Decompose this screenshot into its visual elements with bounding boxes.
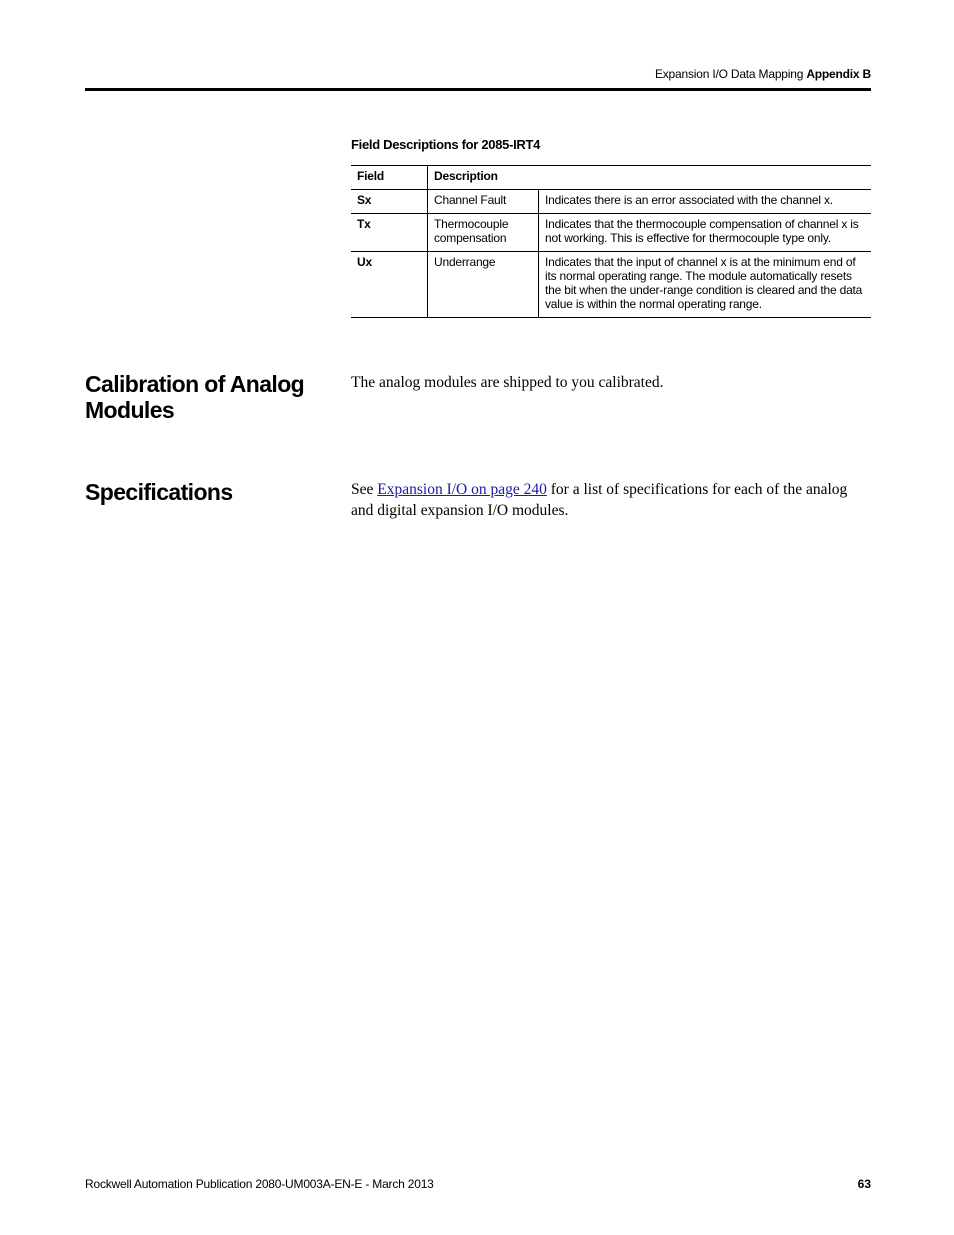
table-row [351,214,871,252]
header-section: Expansion I/O Data Mapping [654,67,804,81]
row-field: Sx [351,190,428,214]
row-name: Thermocouple compensation [428,214,539,252]
specifications-heading: Specifications [85,479,233,505]
running-header [655,67,871,81]
footer-publication: Rockwell Automation Publication 2080-UM003A-EN-E - March 2013 [85,1177,434,1191]
table-row [351,190,871,214]
specifications-text-before: See [351,481,378,498]
row-name: Underrange [428,252,539,318]
specifications-text [351,479,871,521]
header-rule [85,88,871,91]
header-appendix: Appendix B [806,67,871,81]
column-header-description: Description [428,166,872,190]
calibration-heading: Calibration of Analog Modules [85,371,305,423]
row-field: Tx [351,214,428,252]
row-name: Channel Fault [428,190,539,214]
table-header-row [351,166,871,190]
specifications-text-after: for a list of specifications for each of the analog and digital expansion I/O modules. [351,481,848,519]
row-description: Indicates there is an error associated with the channel x. [539,190,872,214]
field-descriptions-table [351,165,871,318]
row-description: Indicates that the input of channel x is at the minimum end of its normal operating range. The module automatically resets the bit when the under-range condition is cleared and the data value is within the normal operating range. [539,252,872,318]
calibration-text: The analog modules are shipped to you calibrated. [351,374,664,391]
page-number: 63 [857,1177,871,1191]
expansion-io-link[interactable]: Expansion I/O on page 240 [377,481,547,498]
table-caption: Field Descriptions for 2085-IRT4 [351,137,541,152]
row-field: Ux [351,252,428,318]
table-row [351,252,871,318]
column-header-field: Field [351,166,428,190]
row-description: Indicates that the thermocouple compensation of channel x is not working. This is effective for thermocouple type only. [539,214,872,252]
